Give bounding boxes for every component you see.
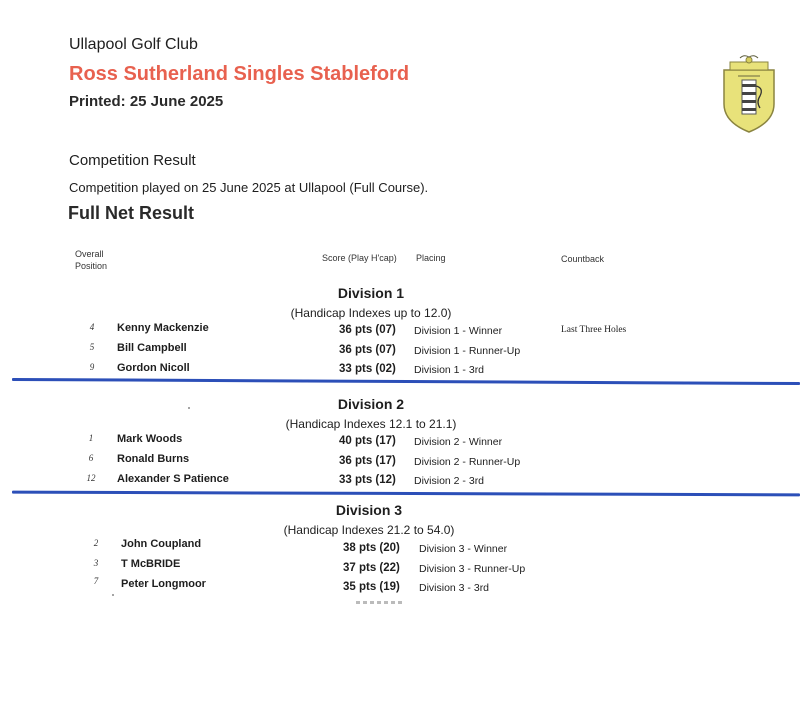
overall-position: 4: [89, 322, 95, 332]
score-value: 36 pts (07): [339, 344, 396, 356]
cut-off-text-fragment: [356, 601, 402, 604]
placing-value: Division 1 - 3rd: [414, 364, 485, 376]
division-divider-line: [12, 491, 800, 497]
placing-value: Division 2 - Winner: [414, 436, 503, 448]
player-name: Bill Campbell: [117, 342, 187, 354]
score-header: Score (Play H'cap): [322, 253, 397, 263]
player-name: Kenny Mackenzie: [117, 322, 209, 334]
division-divider-line: [12, 378, 800, 385]
placing-value: Division 1 - Runner-Up: [414, 345, 521, 357]
division-handicap-range: (Handicap Indexes 21.2 to 54.0): [283, 523, 455, 537]
scan-speck: [112, 594, 114, 596]
placing-value: Division 1 - Winner: [414, 325, 503, 337]
division-title: Division 2: [337, 396, 405, 412]
competition-result-heading: Competition Result: [69, 152, 196, 169]
overall-position: 2: [93, 538, 99, 548]
competition-played-line: Competition played on 25 June 2025 at Ullapool (Full Course).: [69, 180, 429, 195]
score-value: 33 pts (02): [339, 363, 396, 375]
player-name: Gordon Nicoll: [117, 362, 190, 374]
overall-position: 1: [88, 433, 94, 443]
overall-position: 7: [93, 576, 99, 586]
player-name: Ronald Burns: [117, 453, 190, 465]
score-value: 38 pts (20): [343, 542, 400, 554]
overall-position: 3: [93, 558, 99, 568]
score-value: 37 pts (22): [343, 562, 400, 574]
player-name: Alexander S Patience: [117, 473, 229, 485]
score-value: 33 pts (12): [339, 474, 396, 486]
placing-value: Division 3 - 3rd: [419, 582, 490, 594]
club-name: Ullapool Golf Club: [69, 36, 198, 53]
player-name: John Coupland: [121, 538, 202, 550]
score-value: 35 pts (19): [343, 581, 400, 593]
full-net-result-heading: Full Net Result: [68, 203, 195, 223]
division-handicap-range: (Handicap Indexes up to 12.0): [290, 306, 452, 320]
overall-position: 9: [89, 362, 95, 372]
division-handicap-range: (Handicap Indexes 12.1 to 21.1): [285, 417, 457, 431]
player-name: Mark Woods: [117, 433, 183, 445]
placing-value: Division 2 - Runner-Up: [414, 456, 521, 468]
division-title: Division 3: [335, 502, 403, 518]
placing-value: Division 2 - 3rd: [414, 475, 485, 487]
player-name: T McBRIDE: [121, 558, 181, 570]
score-value: 40 pts (17): [339, 435, 396, 447]
overall-position: 6: [88, 453, 94, 463]
scan-speck: [188, 407, 190, 409]
placing-value: Division 3 - Winner: [419, 543, 508, 555]
division-title: Division 1: [337, 285, 405, 301]
countback-header: Countback: [561, 254, 605, 264]
printed-date: Printed: 25 June 2025: [69, 93, 224, 110]
placing-value: Division 3 - Runner-Up: [419, 563, 526, 575]
score-value: 36 pts (17): [339, 455, 396, 467]
score-value: 36 pts (07): [339, 324, 396, 336]
competition-title: Ross Sutherland Singles Stableford: [69, 63, 410, 85]
overall-position: 12: [86, 473, 96, 483]
countback-value: Last Three Holes: [561, 325, 627, 335]
overall-position: 5: [89, 342, 95, 352]
club-crest-logo: [716, 52, 782, 134]
player-name: Peter Longmoor: [121, 578, 206, 590]
placing-header: Placing: [416, 253, 446, 263]
overall-position-header: Overall Position: [75, 249, 108, 271]
